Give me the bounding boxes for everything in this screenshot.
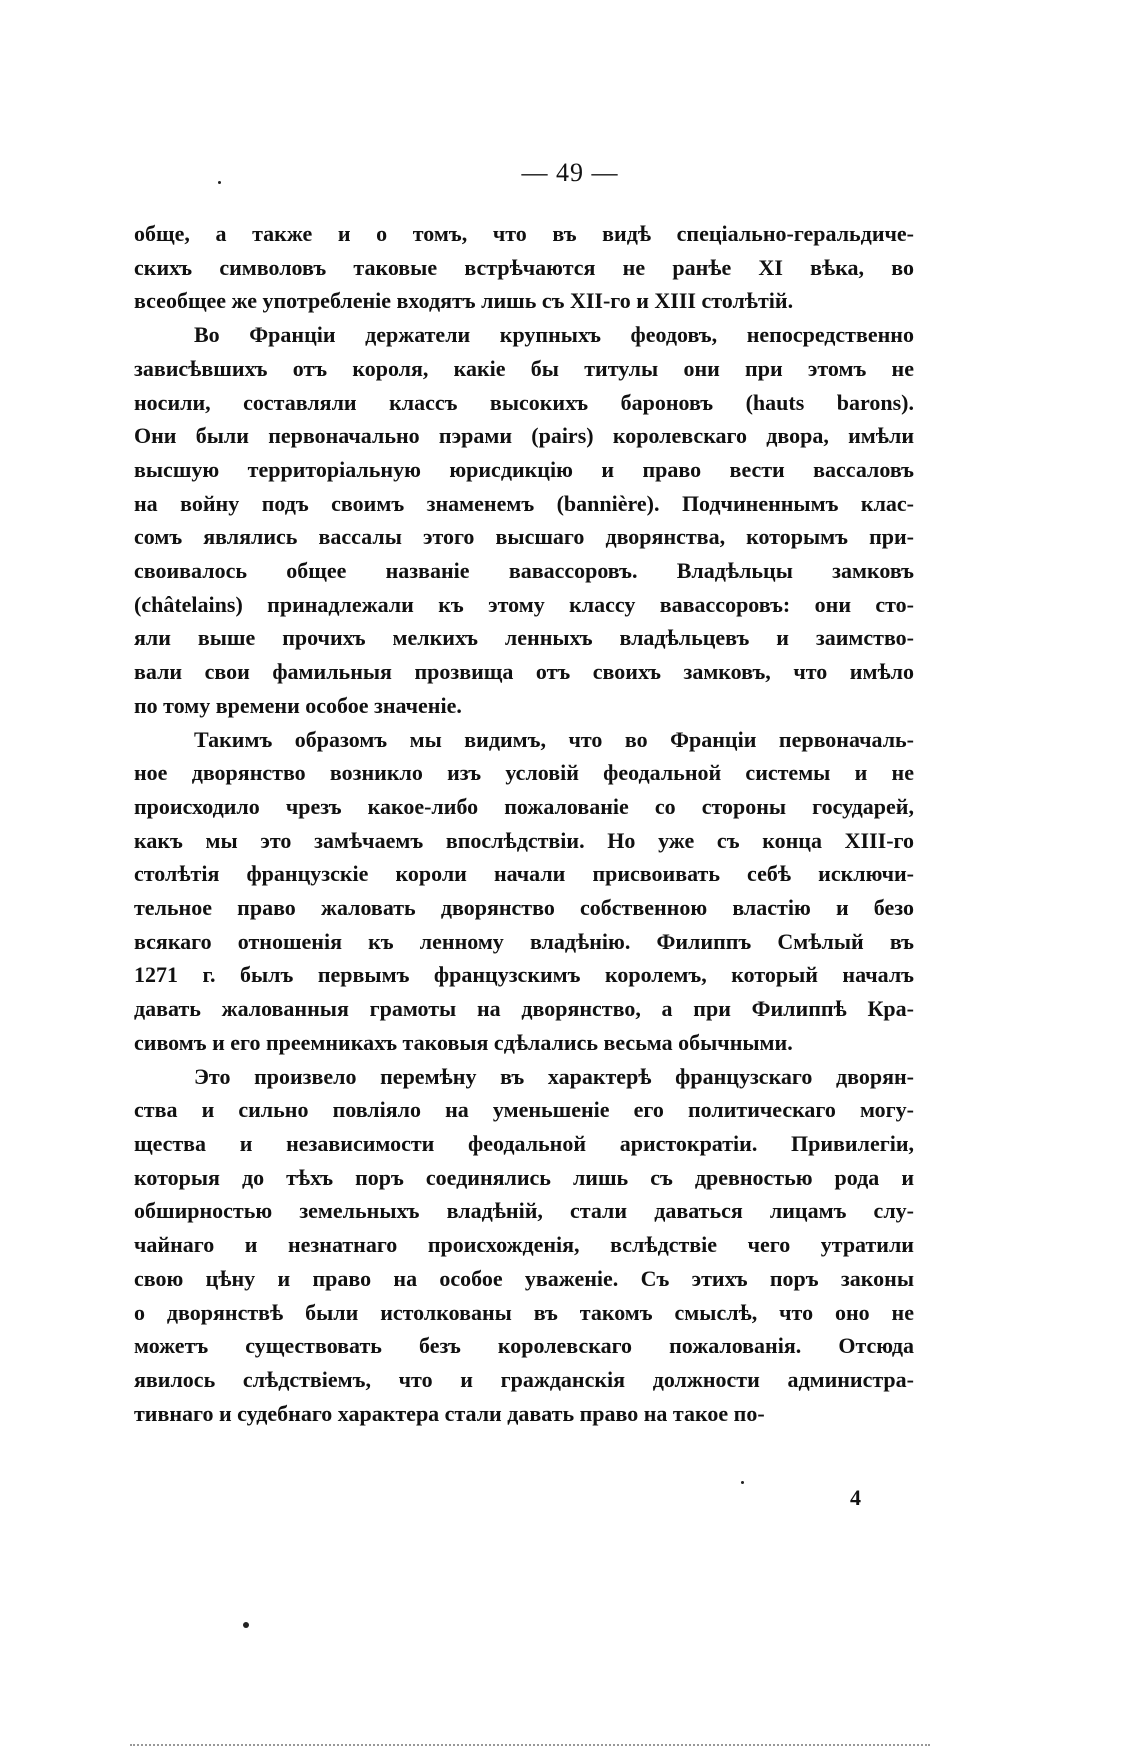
text-line: высшую территоріальную юрисдикцію и право вести вассаловъ [134, 456, 914, 482]
ink-speck [218, 181, 221, 184]
text-line: обще, а также и о томъ, что въ видѣ спеціально-геральдиче- [134, 221, 914, 246]
paragraph [134, 217, 914, 318]
text-line: по тому времени особое значеніе. [134, 692, 462, 718]
text-line: о дворянствѣ были истолкованы въ такомъ смыслѣ, что оно не [134, 1299, 914, 1325]
text-line: Во Франціи держатели крупныхъ феодовъ, непосредственно [194, 322, 914, 348]
text-line: яли выше прочихъ мелкихъ ленныхъ владѣльцевъ и заимство- [134, 625, 914, 651]
text-line: 1271 г. былъ первымъ французскимъ королемъ, который началъ [134, 962, 914, 988]
text-line: ное дворянство возникло изъ условій феодальной системы и не [134, 760, 914, 786]
text-line: столѣтія французскіе короли начали присвоивать себѣ исключи- [134, 861, 914, 887]
ink-speck [243, 1622, 249, 1628]
text-line: на войну подъ своимъ знаменемъ (bannière). Подчиненнымъ клас- [134, 490, 914, 516]
text-line: обширностью земельныхъ владѣній, стали даваться лицамъ слу- [134, 1198, 914, 1224]
text-line: сивомъ и его преемникахъ таковыя сдѣлались весьма обычными. [134, 1029, 793, 1055]
text-line: тивнаго и судебнаго характера стали давать право на такое по- [134, 1400, 765, 1426]
text-line: (châtelains) принадлежали къ этому классу вавассоровъ: они сто- [134, 591, 914, 617]
bottom-edge-marks [130, 1740, 930, 1746]
text-line: носили, составляли классъ высокихъ бароновъ (hauts barons). [134, 389, 914, 415]
text-line: своивалось общее названіе вавассоровъ. Владѣльцы замковъ [134, 558, 914, 584]
text-line: зависѣвшихъ отъ короля, какіе бы титулы они при этомъ не [134, 355, 914, 381]
text-line: тельное право жаловать дворянство собственною властію и безо [134, 895, 914, 921]
text-line: скихъ символовъ таковые встрѣчаются не ранѣе XI вѣка, во [134, 254, 914, 280]
text-line: какъ мы это замѣчаемъ впослѣдствіи. Но уже съ конца XIII-го [134, 827, 914, 853]
text-line: Это произвело перемѣну въ характерѣ французскаго дворян- [194, 1063, 914, 1089]
ink-speck [741, 1481, 744, 1484]
text-line: чайнаго и незнатнаго происхожденія, вслѣдствіе чего утратили [134, 1232, 914, 1258]
text-line: которыя до тѣхъ поръ соединялись лишь съ древностью рода и [134, 1164, 914, 1190]
text-line: происходило чрезъ какое-либо пожалованіе со стороны государей, [134, 793, 914, 819]
text-line: щества и независимости феодальной аристократіи. Привилегіи, [134, 1130, 914, 1156]
page-number: — 49 — [521, 158, 619, 187]
text-line: Такимъ образомъ мы видимъ, что во Франціи первоначаль- [194, 726, 914, 752]
text-line: можетъ существовать безъ королевскаго пожалованія. Отсюда [134, 1333, 914, 1359]
text-line: всякаго отношенія къ ленному владѣнію. Филиппъ Смѣлый въ [134, 928, 914, 954]
text-line: Они были первоначально пэрами (pairs) королевскаго двора, имѣли [134, 423, 914, 449]
text-line: ства и сильно повліяло на уменьшеніе его политическаго могу- [134, 1097, 914, 1123]
body-text [134, 217, 914, 1430]
paragraph [134, 723, 914, 1060]
text-line: свою цѣну и право на особое уваженіе. Съ этихъ поръ законы [134, 1265, 914, 1291]
paragraph [134, 1060, 914, 1431]
signature-mark: 4 [850, 1485, 861, 1510]
paragraph [134, 318, 914, 722]
text-line: всеобщее же употребленіе входятъ лишь съ XII-го и XIII столѣтій. [134, 288, 794, 314]
text-line: вали свои фамильныя прозвища отъ своихъ замковъ, что имѣло [134, 659, 914, 685]
text-line: сомъ являлись вассалы этого высшаго дворянства, которымъ при- [134, 524, 914, 550]
text-line: явилось слѣдствіемъ, что и гражданскія должности администра- [134, 1366, 914, 1392]
text-line: давать жалованныя грамоты на дворянство, а при Филиппѣ Кра- [134, 996, 914, 1022]
